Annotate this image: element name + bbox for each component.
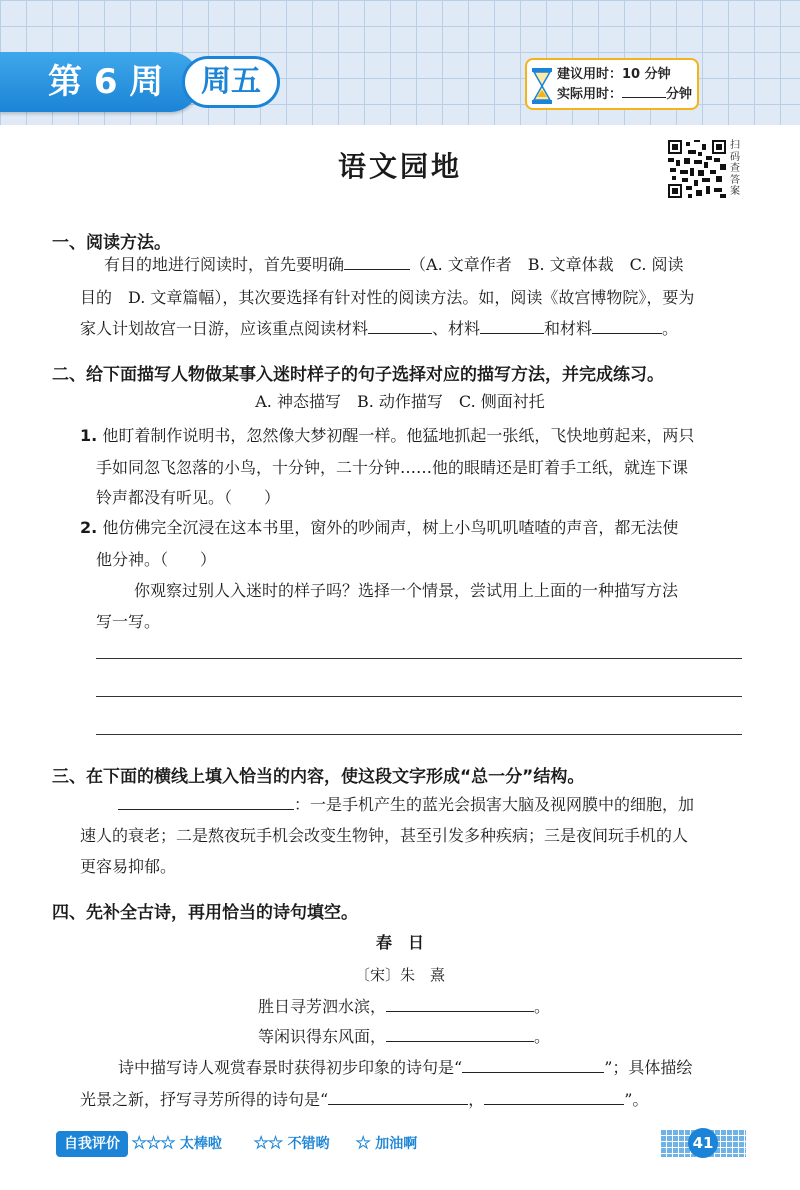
blank-topic-sentence[interactable] bbox=[118, 794, 294, 810]
section3-line3: 更容易抑郁。 bbox=[80, 857, 177, 876]
week-label: 第 6 周 bbox=[0, 52, 200, 112]
section2-prompt-line2: 写一写。 bbox=[96, 612, 161, 631]
section2-item2-line1 bbox=[80, 513, 678, 543]
section4-heading: 四、先补全古诗，再用恰当的诗句填空。 bbox=[52, 903, 358, 923]
section2-prompt-line1: 你观察过别人入迷时的样子吗？选择一个情景，尝试用上上面的一种描写方法 bbox=[134, 581, 679, 600]
q-line1a: 诗中描写诗人观赏春景时获得初步印象的诗句是“ bbox=[118, 1058, 463, 1077]
item1-number: 1. bbox=[80, 426, 98, 445]
section2-item1-line2: 手如同忽飞忽落的小鸟，十分钟，二十分钟……他的眼睛还是盯着手工纸，就连下课 bbox=[96, 458, 689, 477]
rating-try-harder[interactable] bbox=[356, 1133, 417, 1153]
section1-line2: 目的 D. 文章篇幅），其次要选择有针对性的阅读方法。如，阅读《故宫博物院》，要为 bbox=[80, 288, 695, 307]
rating-good[interactable] bbox=[254, 1133, 330, 1153]
blank-new-scene-1[interactable] bbox=[328, 1089, 468, 1105]
star-icon: ★ bbox=[160, 1133, 176, 1152]
section2-item1-line3: 铃声都没有听见。（ ） bbox=[96, 488, 281, 507]
section3-text1: ：一是手机产生的蓝光会损害大脑及视网膜中的细胞，加 bbox=[294, 795, 695, 814]
blank-poem-line2[interactable] bbox=[386, 996, 534, 1012]
star-icon: ★ bbox=[254, 1133, 269, 1152]
blank-first-impression[interactable] bbox=[462, 1057, 604, 1073]
poem-line1-end: 。 bbox=[534, 997, 551, 1016]
star-icon: ★ bbox=[132, 1133, 147, 1152]
star-icon: ★ bbox=[146, 1133, 161, 1152]
qr-code-icon[interactable] bbox=[668, 140, 726, 198]
q-line2a: 光景之新，抒写寻芳所得的诗句是“ bbox=[80, 1090, 329, 1109]
item1-text1: 他盯着制作说明书，忽然像大梦初醒一样。他猛地抓起一张纸，飞快地剪起来，两只 bbox=[102, 426, 695, 445]
poem-line2-text: 等闲识得东风面， bbox=[258, 1027, 387, 1046]
poem-line1 bbox=[258, 992, 550, 1022]
section1-line3b: 、材料 bbox=[432, 319, 481, 338]
star-icon: ★ bbox=[356, 1133, 371, 1152]
item2-text1: 他仿佛完全沉浸在这本书里，窗外的吵闹声，树上小鸟叽叽喳喳的声音，都无法使 bbox=[102, 518, 679, 537]
section1-line1a: 有目的地进行阅读时，首先要明确 bbox=[104, 255, 345, 274]
section4-q-line2 bbox=[80, 1085, 648, 1115]
section1-heading: 一、阅读方法。 bbox=[52, 233, 171, 253]
self-eval-label: 自我评价 bbox=[56, 1131, 128, 1157]
section1-line1 bbox=[104, 250, 684, 280]
blank-new-scene-2[interactable] bbox=[484, 1089, 624, 1105]
poem-line2 bbox=[258, 1022, 550, 1052]
star-icon: ★ bbox=[268, 1133, 283, 1152]
section3-line2: 速人的衰老；二是熬夜玩手机会改变生物钟，甚至引发多种疾病；三是夜间玩手机的人 bbox=[80, 826, 689, 845]
blank-material-1[interactable] bbox=[368, 318, 432, 334]
item2-number: 2. bbox=[80, 518, 98, 537]
suggest-time-row bbox=[557, 65, 697, 85]
actual-time-input[interactable] bbox=[622, 86, 666, 98]
q-line2b: ， bbox=[468, 1090, 485, 1109]
day-label: 周五 bbox=[182, 56, 280, 108]
section1-line3d: 。 bbox=[662, 319, 679, 338]
poem-author: 〔宋〕朱 熹 bbox=[354, 966, 445, 984]
qr-label: 扫码查答案 bbox=[730, 140, 740, 197]
section2-options: A. 神态描写 B. 动作描写 C. 侧面衬托 bbox=[255, 392, 545, 411]
section1-line3a: 家人计划故宫一日游，应该重点阅读材料 bbox=[80, 319, 369, 338]
section2-item2-line2: 他分神。（ ） bbox=[96, 550, 217, 569]
page-number: 41 bbox=[688, 1128, 718, 1158]
blank-material-2[interactable] bbox=[480, 318, 544, 334]
actual-time-unit: 分钟 bbox=[666, 87, 693, 102]
poem-line1-text: 胜日寻芳泗水滨， bbox=[258, 997, 387, 1016]
section3-line1 bbox=[118, 790, 694, 820]
page-title: 语文园地 bbox=[337, 150, 462, 183]
poem-title: 春 日 bbox=[375, 933, 424, 952]
section2-item1-line1 bbox=[80, 421, 694, 451]
section1-line3c: 和材料 bbox=[544, 319, 593, 338]
blank-poem-line4[interactable] bbox=[386, 1026, 534, 1042]
rating-excellent-label: 太棒啦 bbox=[179, 1136, 222, 1152]
writing-line-3[interactable] bbox=[96, 734, 742, 735]
rating-good-label: 不错哟 bbox=[287, 1136, 330, 1152]
suggest-time-label: 建议用时： bbox=[557, 67, 623, 82]
section1-line3 bbox=[80, 314, 678, 344]
hourglass-icon bbox=[531, 68, 553, 104]
writing-line-2[interactable] bbox=[96, 696, 742, 697]
actual-time-row bbox=[557, 85, 697, 105]
writing-line-1[interactable] bbox=[96, 658, 742, 659]
section3-heading: 三、在下面的横线上填入恰当的内容，使这段文字形成“总一分”结构。 bbox=[52, 767, 585, 787]
poem-line2-end: 。 bbox=[534, 1027, 551, 1046]
actual-time-label: 实际用时： bbox=[557, 87, 623, 102]
blank-reading-purpose[interactable] bbox=[344, 254, 410, 270]
section1-line1b: （A. 文章作者 B. 文章体裁 C. 阅读 bbox=[410, 255, 684, 274]
blank-material-3[interactable] bbox=[592, 318, 662, 334]
q-line1b: ”；具体描绘 bbox=[604, 1058, 693, 1077]
section4-q-line1 bbox=[118, 1053, 692, 1083]
q-line2c: ”。 bbox=[624, 1090, 649, 1109]
rating-excellent[interactable] bbox=[132, 1133, 222, 1153]
section2-heading: 二、给下面描写人物做某事入迷时样子的句子选择对应的描写方法，并完成练习。 bbox=[52, 365, 664, 385]
rating-try-harder-label: 加油啊 bbox=[375, 1136, 418, 1152]
footer bbox=[0, 1125, 800, 1165]
suggest-time-value: 10 分钟 bbox=[622, 67, 671, 82]
time-box bbox=[525, 58, 699, 110]
